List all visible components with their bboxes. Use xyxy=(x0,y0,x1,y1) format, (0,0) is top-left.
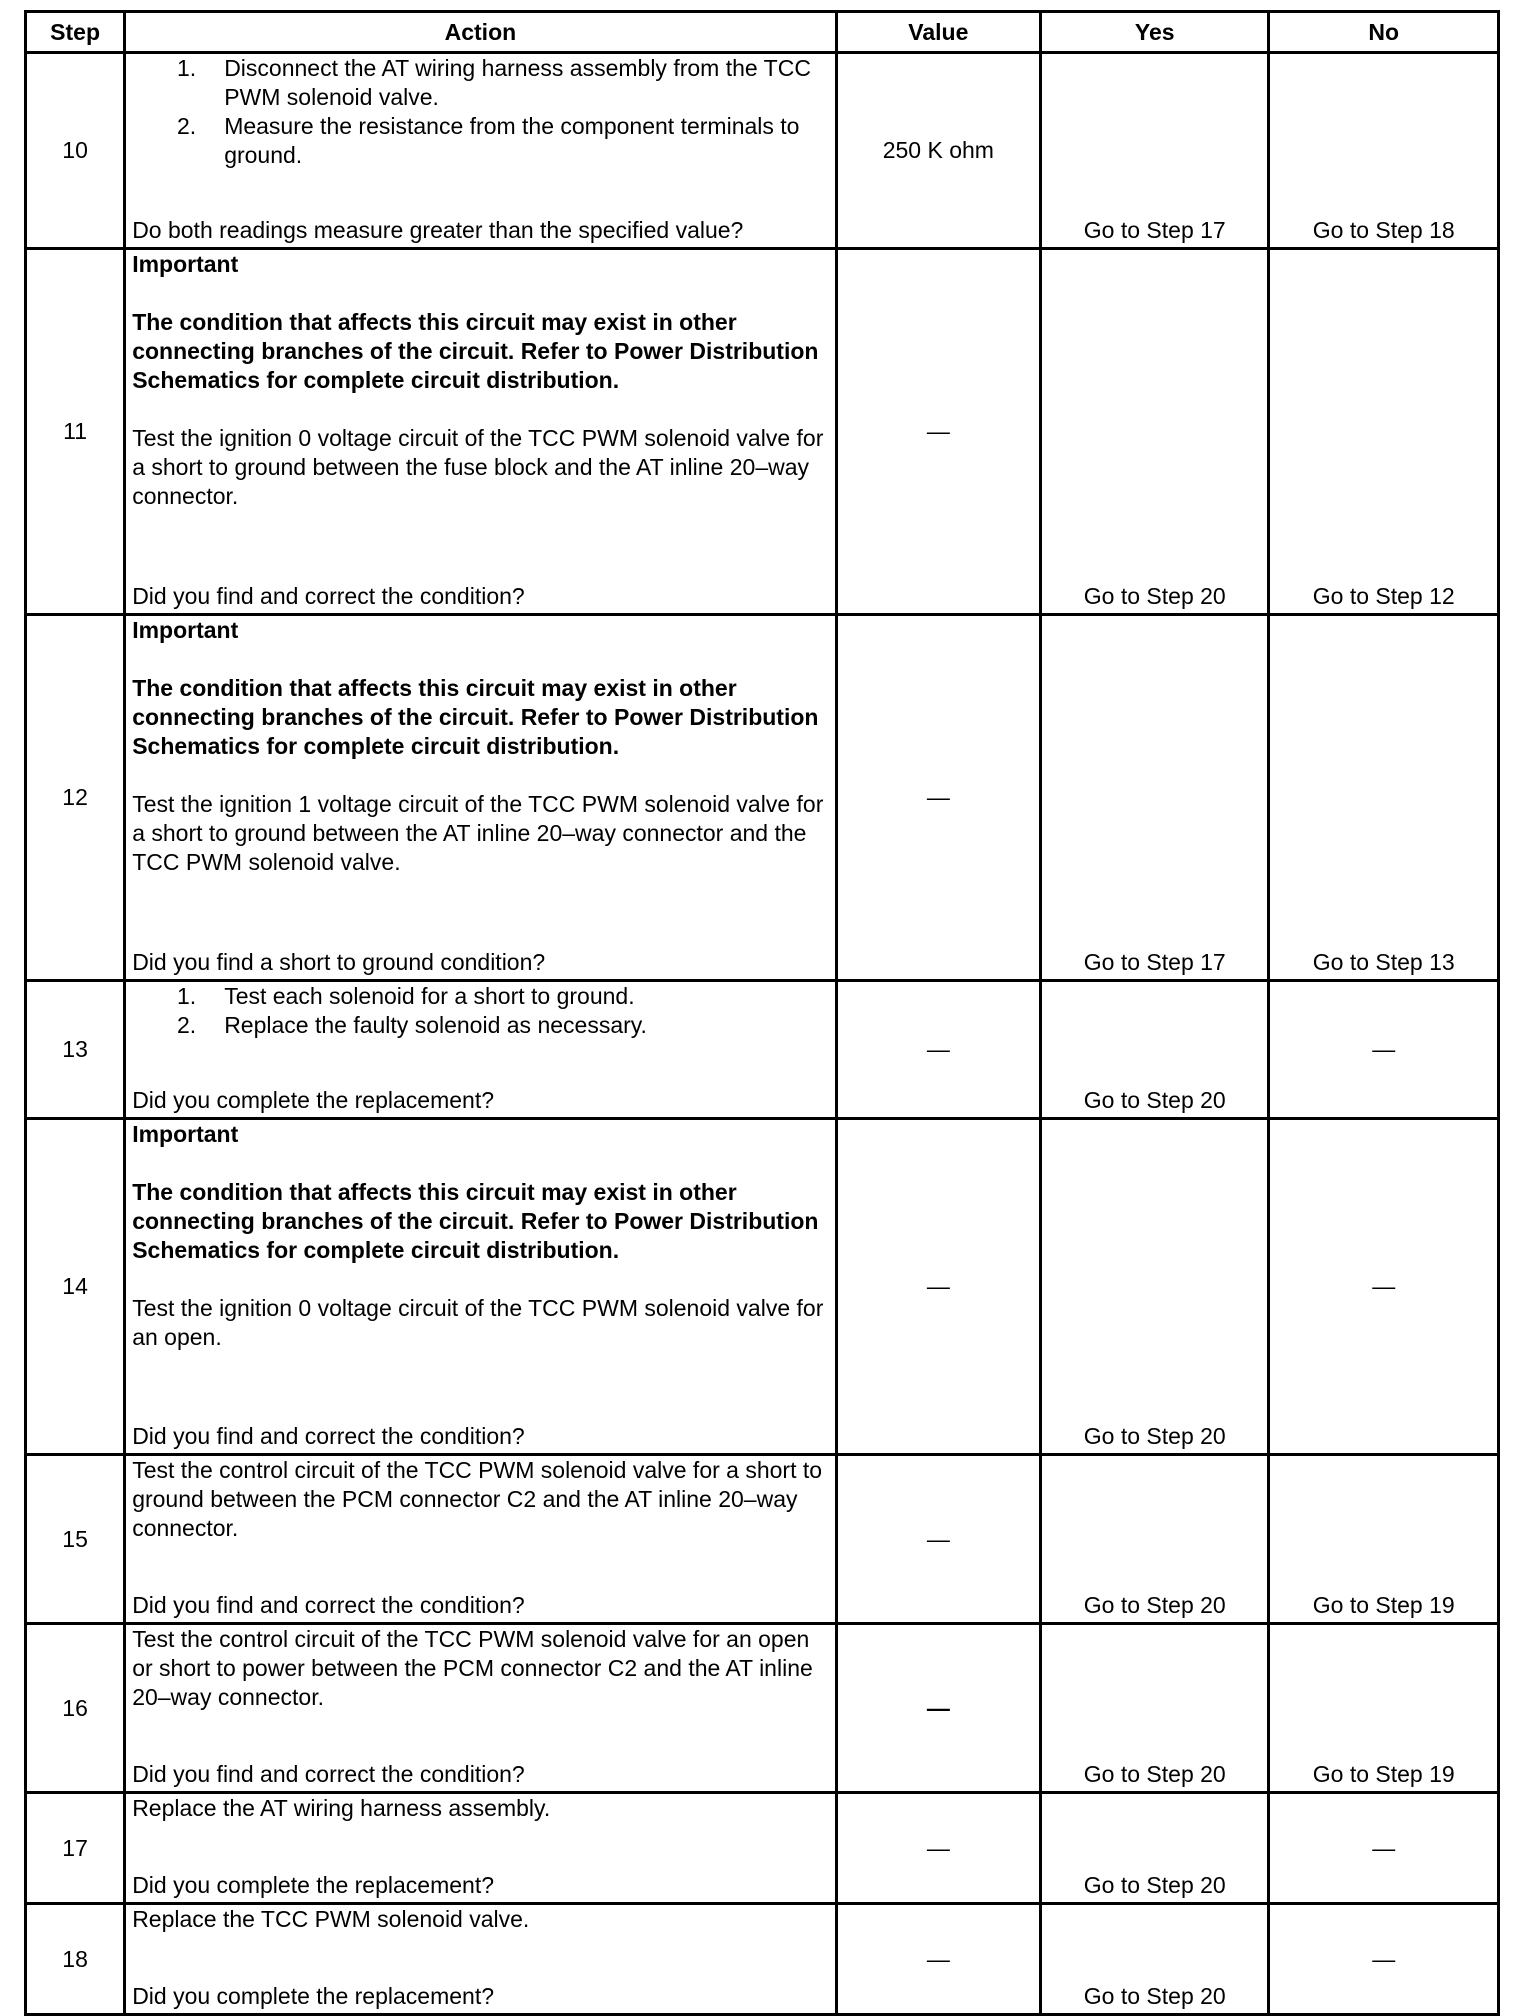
question-text: Did you find and correct the condition? xyxy=(132,583,525,609)
important-label: Important xyxy=(132,1121,239,1147)
question-text: Do both readings measure greater than the specified value? xyxy=(132,217,744,243)
yes-cell: Go to Step 20 xyxy=(1041,1119,1269,1455)
action-cell xyxy=(125,1904,836,2015)
question-text: Did you find and correct the condition? xyxy=(132,1761,525,1787)
yes-cell: Go to Step 20 xyxy=(1041,1904,1269,2015)
list-text: Test each solenoid for a short to ground. xyxy=(224,983,635,1009)
value-cell: — xyxy=(836,1624,1040,1793)
no-cell: Go to Step 18 xyxy=(1269,53,1499,249)
yes-cell: Go to Step 20 xyxy=(1041,1624,1269,1793)
step-number: 13 xyxy=(26,981,125,1119)
table-row xyxy=(26,1119,1499,1455)
step-number: 15 xyxy=(26,1455,125,1624)
action-list xyxy=(132,982,828,1040)
header-no: No xyxy=(1269,12,1499,53)
value-cell: — xyxy=(836,1119,1040,1455)
table-row xyxy=(26,53,1499,249)
list-text: Disconnect the AT wiring harness assembly from the TCC PWM solenoid valve. xyxy=(224,55,811,110)
no-cell: — xyxy=(1269,1793,1499,1904)
important-label: Important xyxy=(132,617,239,643)
yes-cell: Go to Step 20 xyxy=(1041,981,1269,1119)
value-cell: — xyxy=(836,1455,1040,1624)
header-value: Value xyxy=(836,12,1040,53)
action-cell xyxy=(125,1624,836,1793)
action-cell xyxy=(125,615,836,981)
header-yes: Yes xyxy=(1041,12,1269,53)
no-cell: — xyxy=(1269,981,1499,1119)
no-cell: — xyxy=(1269,1119,1499,1455)
action-cell xyxy=(125,53,836,249)
action-cell xyxy=(125,1793,836,1904)
table-row xyxy=(26,249,1499,615)
important-text: The condition that affects this circuit may exist in other connecting branches of the circuit. Refer to Power Distribution Schematics for complete circuit distribution. xyxy=(132,675,819,759)
list-item xyxy=(132,112,828,170)
list-text: Measure the resistance from the component terminals to ground. xyxy=(224,113,800,168)
value-cell: — xyxy=(836,981,1040,1119)
table-row xyxy=(26,1624,1499,1793)
question-text: Did you find and correct the condition? xyxy=(132,1592,525,1618)
question-text: Did you complete the replacement? xyxy=(132,1872,494,1898)
list-number: 2. xyxy=(177,1012,197,1038)
list-number: 2. xyxy=(177,113,197,139)
instruction-text: Test the ignition 1 voltage circuit of the TCC PWM solenoid valve for a short to ground between the AT inline 20–way connector and the TCC PWM solenoid valve. xyxy=(132,791,824,875)
step-number: 16 xyxy=(26,1624,125,1793)
list-number: 1. xyxy=(177,55,197,81)
header-row xyxy=(26,12,1499,53)
instruction-text: Replace the TCC PWM solenoid valve. xyxy=(132,1906,530,1932)
value-cell: — xyxy=(836,1904,1040,2015)
yes-cell: Go to Step 20 xyxy=(1041,1793,1269,1904)
action-cell xyxy=(125,1119,836,1455)
list-item xyxy=(132,982,828,1011)
yes-cell: Go to Step 20 xyxy=(1041,1455,1269,1624)
step-number: 14 xyxy=(26,1119,125,1455)
important-label: Important xyxy=(132,251,239,277)
step-number: 12 xyxy=(26,615,125,981)
action-cell xyxy=(125,981,836,1119)
list-item xyxy=(132,1011,828,1040)
action-cell xyxy=(125,1455,836,1624)
list-number: 1. xyxy=(177,983,197,1009)
table-row xyxy=(26,981,1499,1119)
action-cell xyxy=(125,249,836,615)
step-number: 17 xyxy=(26,1793,125,1904)
yes-cell: Go to Step 17 xyxy=(1041,615,1269,981)
important-text: The condition that affects this circuit may exist in other connecting branches of the circuit. Refer to Power Distribution Schematics for complete circuit distribution. xyxy=(132,309,819,393)
instruction-text: Test the ignition 0 voltage circuit of the TCC PWM solenoid valve for a short to ground between the fuse block and the AT inline 20–way connector. xyxy=(132,425,824,509)
no-cell: Go to Step 13 xyxy=(1269,615,1499,981)
value-cell: 250 K ohm xyxy=(836,53,1040,249)
instruction-text: Test the control circuit of the TCC PWM solenoid valve for a short to ground between the PCM connector C2 and the AT inline 20–way connector. xyxy=(132,1457,823,1541)
value-cell: — xyxy=(836,615,1040,981)
instruction-text: Test the ignition 0 voltage circuit of the TCC PWM solenoid valve for an open. xyxy=(132,1295,824,1350)
important-text: The condition that affects this circuit may exist in other connecting branches of the circuit. Refer to Power Distribution Schematics for complete circuit distribution. xyxy=(132,1179,819,1263)
table-row xyxy=(26,1455,1499,1624)
no-cell: Go to Step 19 xyxy=(1269,1624,1499,1793)
no-cell: Go to Step 19 xyxy=(1269,1455,1499,1624)
step-number: 10 xyxy=(26,53,125,249)
question-text: Did you complete the replacement? xyxy=(132,1983,494,2009)
instruction-text: Test the control circuit of the TCC PWM solenoid valve for an open or short to power between the PCM connector C2 and the AT inline 20–way connector. xyxy=(132,1626,813,1710)
value-cell: — xyxy=(836,1793,1040,1904)
list-text: Replace the faulty solenoid as necessary. xyxy=(224,1012,647,1038)
question-text: Did you find and correct the condition? xyxy=(132,1423,525,1449)
table-row xyxy=(26,1904,1499,2015)
instruction-text: Replace the AT wiring harness assembly. xyxy=(132,1795,551,1821)
step-number: 11 xyxy=(26,249,125,615)
yes-cell: Go to Step 17 xyxy=(1041,53,1269,249)
value-cell: — xyxy=(836,249,1040,615)
question-text: Did you find a short to ground condition? xyxy=(132,949,546,975)
yes-cell: Go to Step 20 xyxy=(1041,249,1269,615)
table-row xyxy=(26,615,1499,981)
table-row xyxy=(26,1793,1499,1904)
step-number: 18 xyxy=(26,1904,125,2015)
list-item xyxy=(132,54,828,112)
action-list xyxy=(132,54,828,170)
header-action: Action xyxy=(125,12,836,53)
no-cell: — xyxy=(1269,1904,1499,2015)
no-cell: Go to Step 12 xyxy=(1269,249,1499,615)
diagnostic-table xyxy=(24,10,1500,2016)
question-text: Did you complete the replacement? xyxy=(132,1087,494,1113)
header-step: Step xyxy=(26,12,125,53)
